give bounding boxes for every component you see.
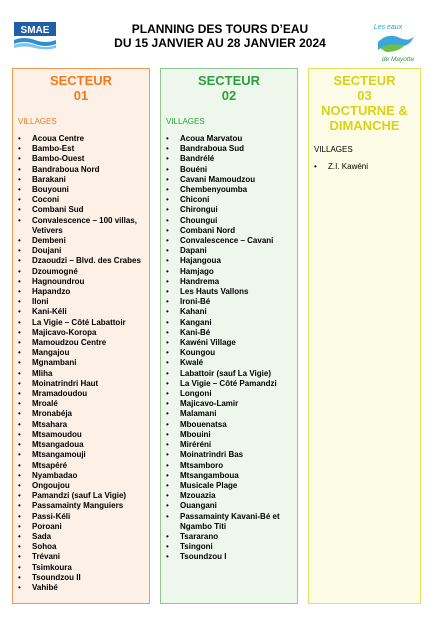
sector-03-column (308, 68, 421, 604)
village-item: • Majicavo-Lamir (161, 399, 297, 409)
village-item: • Z.I. Kawéni (309, 162, 420, 172)
village-item: • Chirongui (161, 205, 297, 215)
village-item: • Kwalé (161, 358, 297, 368)
village-item: • Vahibé (13, 583, 149, 593)
village-item: • Dembeni (13, 236, 149, 246)
sector-03-title (309, 73, 420, 133)
village-item: • Mronabéja (13, 409, 149, 419)
village-item: • Trévani (13, 552, 149, 562)
village-item: • Kani-Bé (161, 328, 297, 338)
village-item: • Cavani Mamoudzou (161, 175, 297, 185)
village-item: • Kani-Kéli (13, 307, 149, 317)
village-item: • Hagnoundrou (13, 277, 149, 287)
village-item: • Mtsangadoua (13, 440, 149, 450)
village-item: • La Vigie – Côté Labattoir (13, 318, 149, 328)
sector-01-title (13, 73, 149, 103)
village-item: • Dapani (161, 246, 297, 256)
village-item: • Mroalé (13, 399, 149, 409)
village-item: • Moinatrindri Haut (13, 379, 149, 389)
village-item: • Bouyouni (13, 185, 149, 195)
village-item: • Passamainty Kavani-Bé et Ngambo Titi (161, 512, 297, 532)
sector-03-title-line-1: SECTEUR (333, 73, 396, 88)
village-item: • Mtsangamboua (161, 471, 297, 481)
village-item: • Mamoudzou Centre (13, 338, 149, 348)
eaux-de-mayotte-logo-mark (370, 20, 420, 64)
sector-03-title-line-2: 03 (357, 88, 372, 103)
village-item: • Pamandzi (sauf La Vigie) (13, 491, 149, 501)
village-item: • Iloni (13, 297, 149, 307)
village-item: • Mtsamoudou (13, 430, 149, 440)
village-item: • Mtsangamouji (13, 450, 149, 460)
sector-03-village-list (309, 162, 420, 172)
sector-03-title-line-4: DIMANCHE (329, 118, 400, 133)
village-item: • Kawéni Village (161, 338, 297, 348)
village-item: • Chembenyoumba (161, 185, 297, 195)
village-item: • Mzouazia (161, 491, 297, 501)
sector-01-title-line-2: 01 (73, 88, 89, 103)
village-item: • Nyambadao (13, 471, 149, 481)
village-item: • Ongoujou (13, 481, 149, 491)
village-item: • Miréréni (161, 440, 297, 450)
sector-02-village-list (161, 134, 297, 563)
village-item: • Sada (13, 532, 149, 542)
village-item: • Mtsamboro (161, 461, 297, 471)
sector-02-title-line-2: 02 (221, 88, 237, 103)
village-item: • Tsingoni (161, 542, 297, 552)
village-item: • Bambo-Est (13, 144, 149, 154)
village-item: • Mtsahara (13, 420, 149, 430)
village-item: • Bambo-Ouest (13, 154, 149, 164)
village-item: • Kahani (161, 307, 297, 317)
village-item: • La Vigie – Côté Pamandzi (161, 379, 297, 389)
village-item: • Labattoir (sauf La Vigie) (161, 369, 297, 379)
village-item: • Poroani (13, 522, 149, 532)
title-line-2: DU 15 JANVIER AU 28 JANVIER 2024 (114, 36, 326, 50)
sector-02-villages-label: VILLAGES (166, 117, 205, 126)
village-item: • Tsoundzou II (13, 573, 149, 583)
village-item: • Combani Sud (13, 205, 149, 215)
village-item: • Tsararano (161, 532, 297, 542)
village-item: • Choungui (161, 216, 297, 226)
village-item: • Mtsapéré (13, 461, 149, 471)
smae-logo-mark (12, 20, 58, 50)
village-item: • Mangajou (13, 348, 149, 358)
village-item: • Mbouini (161, 430, 297, 440)
svg-text:de Mayotte: de Mayotte (381, 56, 415, 63)
village-item: • Ironi-Bé (161, 297, 297, 307)
village-item: • Passamainty Manguiers (13, 501, 149, 511)
village-item: • Kangani (161, 318, 297, 328)
village-item: • Barakani (13, 175, 149, 185)
village-item: • Les Hauts Vallons (161, 287, 297, 297)
svg-text:Les eaux: Les eaux (373, 24, 403, 31)
sector-02-column (160, 68, 298, 604)
village-item: • Tsimkoura (13, 563, 149, 573)
sector-01-village-list (13, 134, 149, 593)
sector-03-title-line-3: NOCTURNE & (321, 103, 408, 118)
village-item: • Mramadoudou (13, 389, 149, 399)
village-item: • Bandrélé (161, 154, 297, 164)
village-item: • Combani Nord (161, 226, 297, 236)
village-item: • Passi-Kéli (13, 512, 149, 522)
village-item: • Musicale Plage (161, 481, 297, 491)
village-item: • Mgnambani (13, 358, 149, 368)
village-item: • Moinatrindri Bas (161, 450, 297, 460)
smae-logo (12, 20, 60, 64)
sector-03-villages-label: VILLAGES (314, 145, 353, 154)
village-item: • Sohoa (13, 542, 149, 552)
smae-logo-text: SMAE (20, 25, 50, 36)
village-item: • Acoua Marvatou (161, 134, 297, 144)
village-item: • Hamjago (161, 267, 297, 277)
village-item: • Bandraboua Nord (13, 165, 149, 175)
village-item: • Chiconi (161, 195, 297, 205)
page-title (95, 22, 345, 50)
village-item: • Mliha (13, 369, 149, 379)
village-item: • Handrema (161, 277, 297, 287)
village-item: • Majicavo-Koropa (13, 328, 149, 338)
village-item: • Dzaoudzi – Blvd. des Crabes (13, 256, 149, 266)
village-item: • Hajangoua (161, 256, 297, 266)
village-item: • Malamani (161, 409, 297, 419)
village-item: • Acoua Centre (13, 134, 149, 144)
sector-02-title (161, 73, 297, 103)
sector-01-title-line-1: SECTEUR (49, 73, 113, 88)
village-item: • Ouangani (161, 501, 297, 511)
village-item: • Koungou (161, 348, 297, 358)
village-item: • Longoni (161, 389, 297, 399)
village-item: • Coconi (13, 195, 149, 205)
village-item: • Tsoundzou I (161, 552, 297, 562)
sector-01-column (12, 68, 150, 604)
sector-01-villages-label: VILLAGES (18, 117, 57, 126)
village-item: • Convalescence – Cavani (161, 236, 297, 246)
title-line-1: PLANNING DES TOURS D’EAU (131, 22, 309, 36)
village-item: • Bouéni (161, 165, 297, 175)
sector-02-title-line-1: SECTEUR (197, 73, 261, 88)
village-item: • Bandraboua Sud (161, 144, 297, 154)
village-item: • Convalescence – 100 villas, Vetivers (13, 216, 149, 236)
village-item: • Mbouenatsa (161, 420, 297, 430)
village-item: • Doujani (13, 246, 149, 256)
village-item: • Dzoumogné (13, 267, 149, 277)
eaux-de-mayotte-logo (370, 20, 420, 64)
village-item: • Hapandzo (13, 287, 149, 297)
